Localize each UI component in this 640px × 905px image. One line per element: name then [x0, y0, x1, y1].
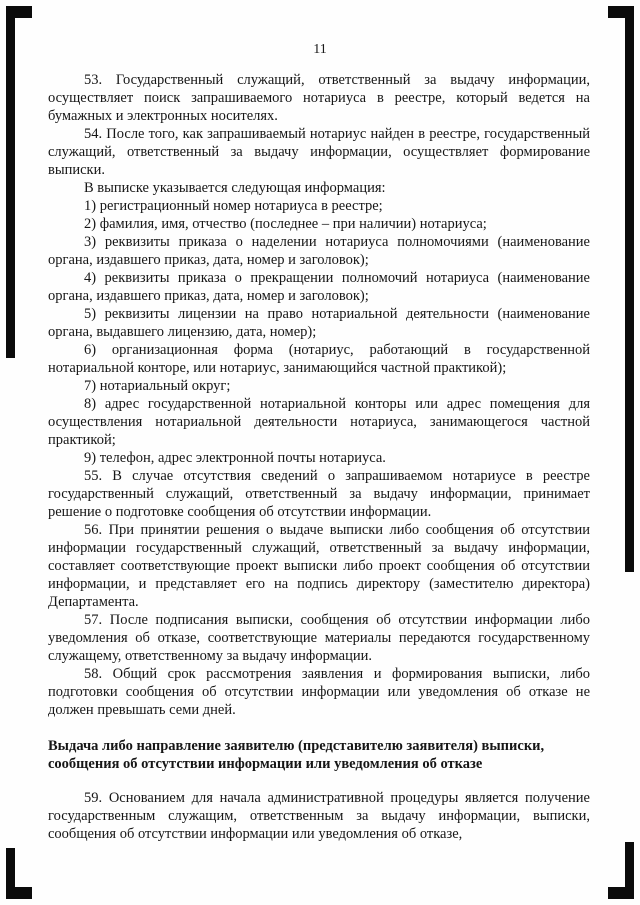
scan-artifact-bottom-right-horizontal [608, 887, 634, 899]
paragraph-53: 53. Государственный служащий, ответственный за выдачу информации, осуществляет поиск запрашиваемого нотариуса в реестре, который ведется на бумажных и электронных носителях. [48, 72, 590, 124]
scan-artifact-right-edge [625, 6, 634, 572]
scan-artifact-left-edge [6, 6, 15, 358]
list-item-6: 6) организационная форма (нотариус, работающий в государственной нотариальной конторе, или нотариус, занимающийся частной практикой); [48, 342, 590, 376]
paragraph-57: 57. После подписания выписки, сообщения об отсутствии информации либо уведомления об отказе, соответствующие материалы передаются государственному служащему, ответственному за выдачу информации. [48, 612, 590, 664]
paragraph-58: 58. Общий срок рассмотрения заявления и формирования выписки, либо подготовки сообщения об отсутствии информации или уведомления об отказе не должен превышать семи дней. [48, 666, 590, 718]
paragraph-59: 59. Основанием для начала административной процедуры является получение государственным служащим, ответственным за выдачу информации, выписки, сообщения об отсутствии информации или уведомления об отказе, [48, 790, 590, 842]
list-item-5: 5) реквизиты лицензии на право нотариальной деятельности (наименование органа, выдавшего лицензию, дата, номер); [48, 306, 590, 340]
list-item-1: 1) регистрационный номер нотариуса в реестре; [84, 198, 383, 214]
list-item-8: 8) адрес государственной нотариальной конторы или адрес помещения для осуществления нотариальной деятельности нотариуса, занимающегося частной практикой; [48, 396, 590, 448]
document-body [48, 71, 590, 843]
paragraph-54: 54. После того, как запрашиваемый нотариус найден в реестре, государственный служащий, ответственный за выдачу информации, осуществляет формирование выписки. [48, 126, 590, 178]
section-heading: Выдача либо направление заявителю (представителю заявителя) выписки, сообщения об отсутствии информации или уведомления об отказе [48, 738, 545, 772]
page-number: 11 [313, 42, 327, 57]
list-item-9: 9) телефон, адрес электронной почты нотариуса. [84, 450, 386, 466]
paragraph-55: 55. В случае отсутствия сведений о запрашиваемом нотариусе в реестре государственный служащий, ответственный за выдачу информации, принимает решение о подготовке сообщения об отсутствии информации. [48, 468, 590, 520]
paragraph-56: 56. При принятии решения о выдаче выписки либо сообщения об отсутствии информации государственный служащий, ответственный за выдачу информации, составляет соответствующие проект выписки либо проект сообщения об отсутствии информации, и представляет его на подпись директору (заместителю директора) Департамента. [48, 522, 590, 610]
list-item-7: 7) нотариальный округ; [84, 378, 231, 394]
list-item-4: 4) реквизиты приказа о прекращении полномочий нотариуса (наименование органа, издавшего приказ, дата, номер и заголовок); [48, 270, 590, 304]
scan-artifact-bottom-left-horizontal [6, 887, 32, 899]
list-intro: В выписке указывается следующая информация: [84, 180, 386, 196]
list-item-2: 2) фамилия, имя, отчество (последнее – при наличии) нотариуса; [84, 216, 487, 232]
list-item-3: 3) реквизиты приказа о наделении нотариуса полномочиями (наименование органа, издавшего приказ, дата, номер и заголовок); [48, 234, 590, 268]
